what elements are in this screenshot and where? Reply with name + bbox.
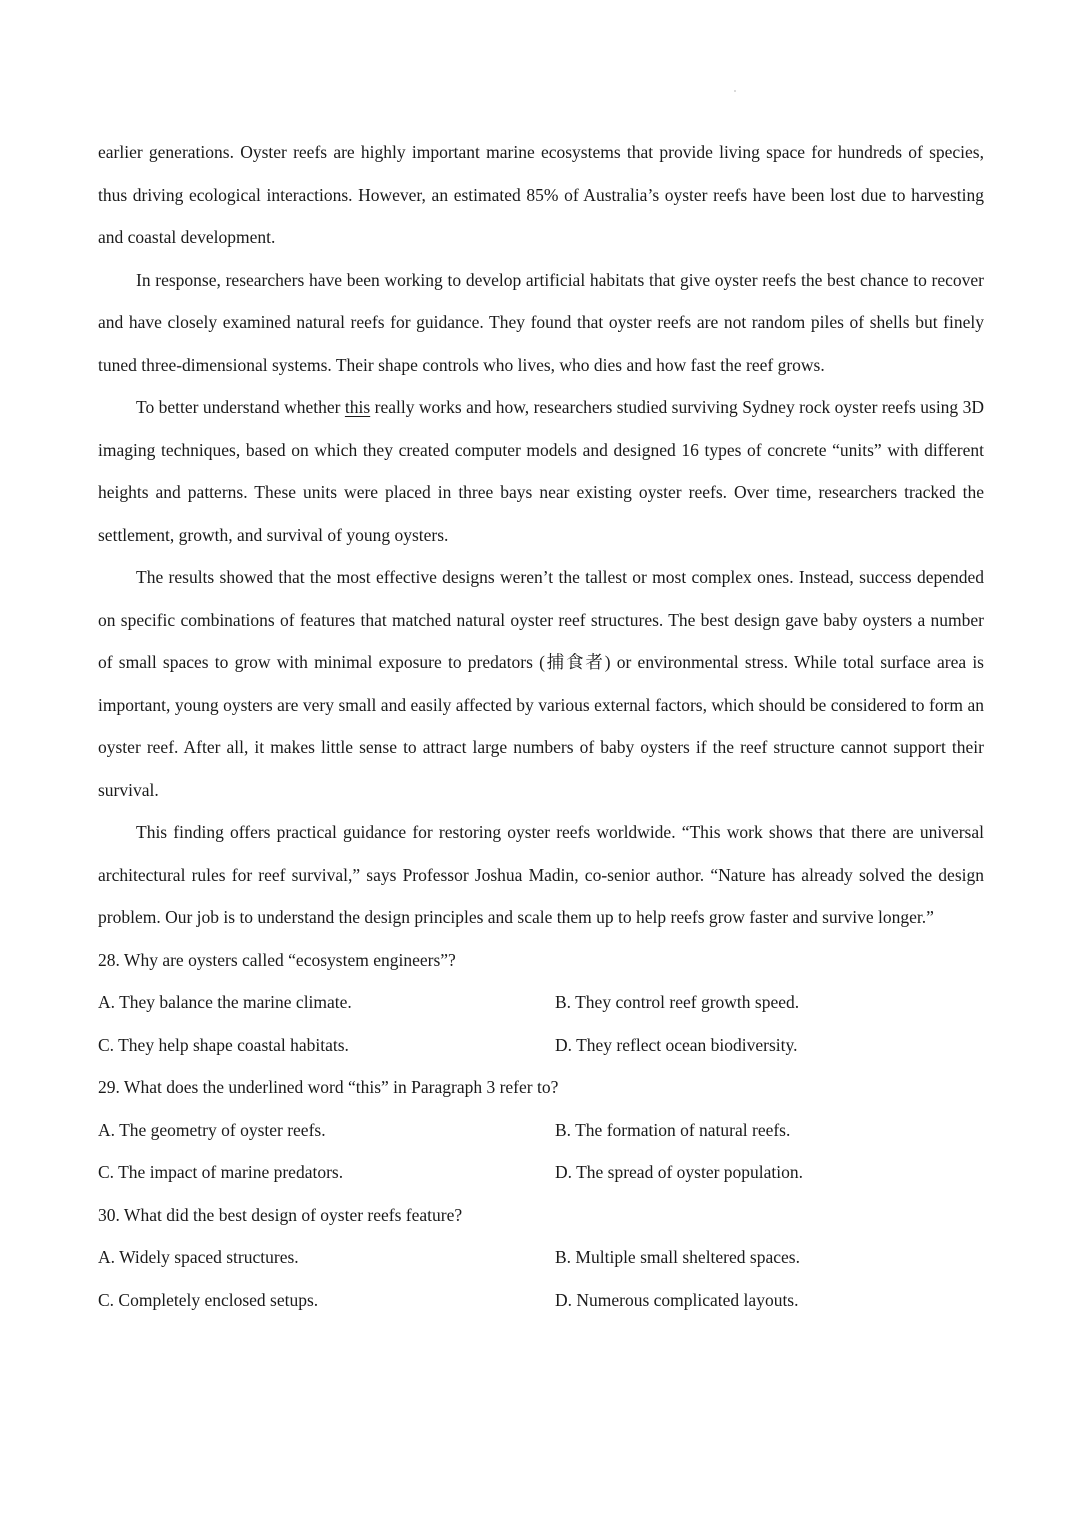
option-c[interactable]: C. The impact of marine predators. — [98, 1162, 344, 1182]
passage-paragraph-5: This finding offers practical guidance for restoring oyster reefs worldwide. “This work shows that there are universal architectural rules for reef survival,” says Professor Joshua Madin, co-senior author. “Nature has already solved the design problem. Our job is to understand the design principles and scale them up to help reefs grow faster and survive longer.” — [98, 822, 984, 927]
passage-paragraph-4: The results showed that the most effective designs weren’t the tallest or most complex ones. Instead, success depended on specific combinations of features that matched natural oyster reef structures. The best design gave baby oysters a number of small spaces to grow with minimal exposure to predators (捕食者) or environmental stress. While total surface area is important, young oysters are very small and easily affected by various external factors, which should be considered to form an oyster reef. After all, it makes little sense to attract large numbers of baby oysters if the reef structure cannot support their survival. — [98, 567, 984, 800]
question-28 — [98, 939, 984, 1067]
question-stem: 30. What did the best design of oyster reefs feature? — [98, 1204, 463, 1225]
answer-options — [98, 1236, 984, 1321]
passage-paragraph-3 — [98, 386, 984, 556]
option-d[interactable]: D. They reflect ocean biodiversity. — [555, 1034, 798, 1055]
paragraph-3-rest: really works and how, researchers studied surviving Sydney rock oyster reefs using 3D imaging techniques, based on which they created computer models and designed 16 types of concrete “units” with different heights and patterns. These units were placed in three bays near existing oyster reefs. Over time, researchers tracked the settlement, growth, and survival of young oysters. — [98, 397, 984, 545]
answer-options — [98, 981, 984, 1066]
option-c[interactable]: C. Completely enclosed setups. — [98, 1289, 319, 1310]
option-b[interactable]: B. Multiple small sheltered spaces. — [555, 1247, 800, 1267]
option-a[interactable]: A. The geometry of oyster reefs. — [98, 1119, 326, 1140]
option-b[interactable]: B. They control reef growth speed. — [555, 992, 800, 1012]
answer-options — [98, 1109, 984, 1194]
question-stem: 28. Why are oysters called “ecosystem engineers”? — [98, 949, 456, 970]
option-d[interactable]: D. Numerous complicated layouts. — [555, 1289, 799, 1310]
passage-paragraph-2: In response, researchers have been working to develop artificial habitats that give oyster reefs the best chance to recover and have closely examined natural reefs for guidance. They found that oyster reefs are not random piles of shells but finely tuned three-dimensional systems. Their shape controls who lives, who dies and how fast the reef grows. — [98, 269, 984, 375]
scan-speck — [734, 90, 736, 92]
option-a[interactable]: A. They balance the marine climate. — [98, 992, 352, 1012]
question-29 — [98, 1066, 984, 1194]
exam-page — [98, 131, 984, 1321]
passage-paragraph-1: earlier generations. Oyster reefs are highly important marine ecosystems that provide living space for hundreds of species, thus driving ecological interactions. However, an estimated 85% of Australia’s oyster reefs have been lost due to harvesting and coastal development. — [98, 142, 984, 247]
underlined-word-this: this — [344, 397, 371, 417]
paragraph-3-lead: To better understand whether — [136, 397, 345, 417]
option-c[interactable]: C. They help shape coastal habitats. — [98, 1034, 349, 1055]
option-d[interactable]: D. The spread of oyster population. — [555, 1162, 804, 1182]
question-stem: 29. What does the underlined word “this” in Paragraph 3 refer to? — [98, 1077, 559, 1097]
question-30 — [98, 1194, 984, 1322]
option-b[interactable]: B. The formation of natural reefs. — [555, 1119, 791, 1140]
option-a[interactable]: A. Widely spaced structures. — [98, 1247, 299, 1267]
